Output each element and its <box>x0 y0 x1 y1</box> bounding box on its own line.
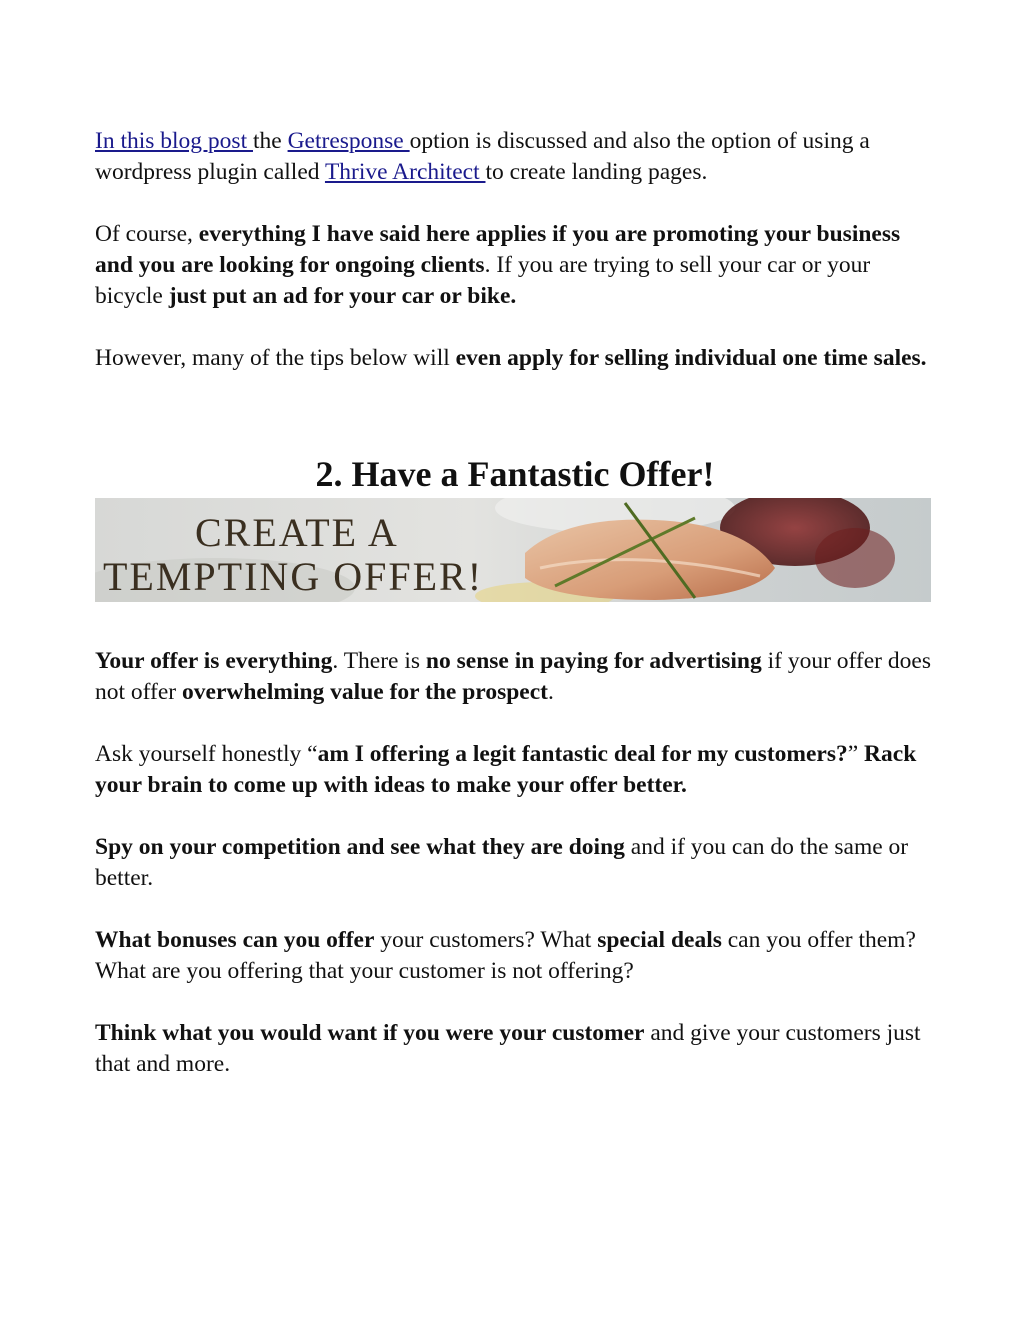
section-heading: 2. Have a Fantastic Offer! <box>315 454 715 494</box>
body-text: your customers? What <box>374 927 598 953</box>
intro-bold-text: just put an ad for your car or bike. <box>168 283 517 309</box>
body-bold-text: special deals <box>597 927 722 953</box>
body-text: . There is <box>332 648 426 674</box>
body-paragraph-2 <box>95 739 935 801</box>
body-paragraph-4 <box>95 925 935 987</box>
intro-bold-text: even apply for selling individual one time sales. <box>455 345 927 371</box>
body-bold-text: Your offer is everything <box>95 648 333 674</box>
blog-post-link[interactable]: In this blog post <box>95 128 253 154</box>
body-bold-text: What bonuses can you offer <box>95 927 375 953</box>
body-text: and if you can do the same or better. <box>95 834 909 891</box>
intro-text: the <box>252 128 288 154</box>
body-text: and give your customers just that and more. <box>95 1020 921 1077</box>
body-bold-text: Spy on your competition and see what they are doing <box>95 834 625 860</box>
body-paragraph-1 <box>95 646 935 708</box>
intro-text: to create landing pages. <box>485 159 708 185</box>
body-text: can you offer them? What are you offering that your customer is not offering? <box>95 927 916 984</box>
body-text: Ask yourself honestly “ <box>95 741 318 767</box>
body-text: ” <box>847 741 865 767</box>
body-paragraph-3 <box>95 832 935 894</box>
banner-line-2: TEMPTING OFFER! <box>103 554 484 599</box>
body-bold-text: Rack your brain to come up with ideas to make your offer better. <box>95 741 917 798</box>
body-text: if your offer does not offer <box>95 648 931 705</box>
banner-line-1: CREATE A <box>195 510 399 555</box>
intro-bold-text: everything I have said here applies if you are promoting your business and you are looking for ongoing clients <box>95 221 901 278</box>
intro-paragraph-3 <box>95 343 935 374</box>
document-page <box>95 126 935 1080</box>
body-bold-text: overwhelming value for the prospect <box>182 679 548 705</box>
body-bold-text: no sense in paying for advertising <box>425 648 762 674</box>
body-paragraph-5 <box>95 1018 935 1080</box>
body-bold-text: Think what you would want if you were your customer <box>95 1020 645 1046</box>
thrive-architect-link[interactable]: Thrive Architect <box>324 159 486 185</box>
intro-text: . If you are trying to sell your car or your bicycle <box>95 252 871 309</box>
intro-paragraph-2 <box>95 219 935 312</box>
tempting-offer-banner-image <box>95 498 931 602</box>
intro-text: Of course, <box>95 221 199 247</box>
body-bold-text: am I offering a legit fantastic deal for my customers? <box>317 741 848 767</box>
intro-text: However, many of the tips below will <box>95 345 456 371</box>
intro-paragraph-1 <box>95 126 935 188</box>
intro-text: option is discussed and also the option of using a wordpress plugin called <box>95 128 870 185</box>
getresponse-link[interactable]: Getresponse <box>287 128 410 154</box>
body-text: . <box>547 679 554 705</box>
